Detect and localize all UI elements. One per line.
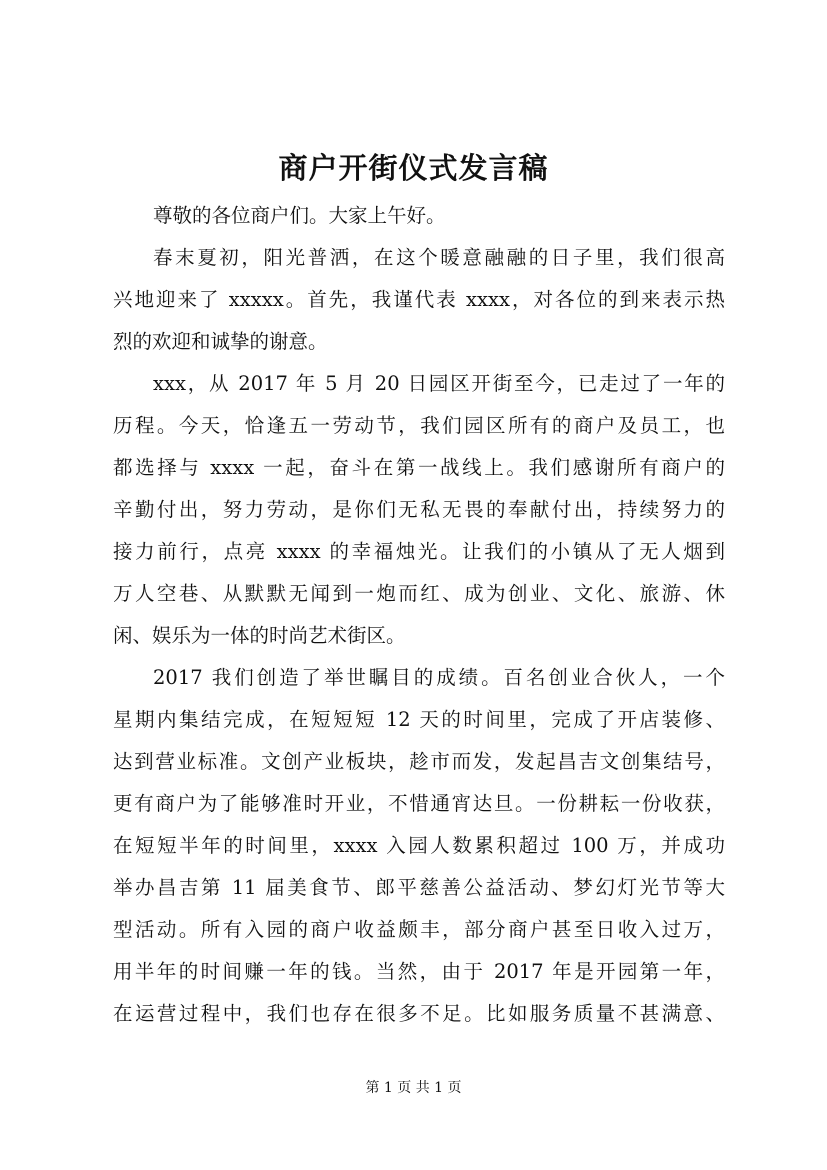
paragraph-line: 更有商户为了能够准时开业，不惜通宵达旦。一份耕耘一份收获， [113, 792, 725, 815]
paragraph-line: 万人空巷、从默默无闻到一炮而红、成为创业、文化、旅游、休 [113, 582, 725, 605]
paragraph-line: 在短短半年的时间里，xxxx 入园人数累积超过 100 万，并成功 [113, 834, 725, 857]
paragraph-line: 在运营过程中，我们也存在很多不足。比如服务质量不甚满意、 [113, 1002, 725, 1025]
paragraph-line: 接力前行，点亮 xxxx 的幸福烛光。让我们的小镇从了无人烟到 [113, 540, 725, 563]
paragraph-line: 尊敬的各位商户们。大家上午好。 [153, 204, 446, 227]
paragraph-line: 烈的欢迎和诚挚的谢意。 [113, 330, 328, 353]
paragraph-line: 达到营业标准。文创产业板块，趁市而发，发起昌吉文创集结号， [113, 750, 725, 773]
document-title: 商户开街仪式发言稿 [278, 151, 549, 185]
paragraph-line: 举办昌吉第 11 届美食节、郎平慈善公益活动、梦幻灯光节等大 [113, 876, 725, 899]
paragraph-line: 星期内集结完成，在短短短 12 天的时间里，完成了开店装修、 [113, 708, 725, 731]
paragraph-line: 辛勤付出，努力劳动，是你们无私无畏的奉献付出，持续努力的 [113, 498, 725, 521]
paragraph-line: 兴地迎来了 xxxxx。首先，我谨代表 xxxx，对各位的到来表示热 [113, 288, 725, 311]
paragraph-line: xxx，从 2017 年 5 月 20 日园区开街至今，已走过了一年的 [153, 372, 725, 395]
paragraph-line: 用半年的时间赚一年的钱。当然，由于 2017 年是开园第一年， [113, 960, 725, 983]
page-number-footer: 第 1 页 共 1 页 [365, 1080, 462, 1096]
paragraph-line: 都选择与 xxxx 一起，奋斗在第一战线上。我们感谢所有商户的 [113, 456, 725, 479]
paragraph-line: 2017 我们创造了举世瞩目的成绩。百名创业合伙人，一个 [153, 666, 725, 689]
paragraph-line: 春末夏初，阳光普洒，在这个暖意融融的日子里，我们很高 [153, 246, 725, 269]
paragraph-line: 闲、娱乐为一体的时尚艺术街区。 [113, 624, 406, 647]
paragraph-line: 型活动。所有入园的商户收益颇丰，部分商户甚至日收入过万， [113, 918, 725, 941]
paragraph-line: 历程。今天，恰逢五一劳动节，我们园区所有的商户及员工，也 [113, 414, 725, 437]
